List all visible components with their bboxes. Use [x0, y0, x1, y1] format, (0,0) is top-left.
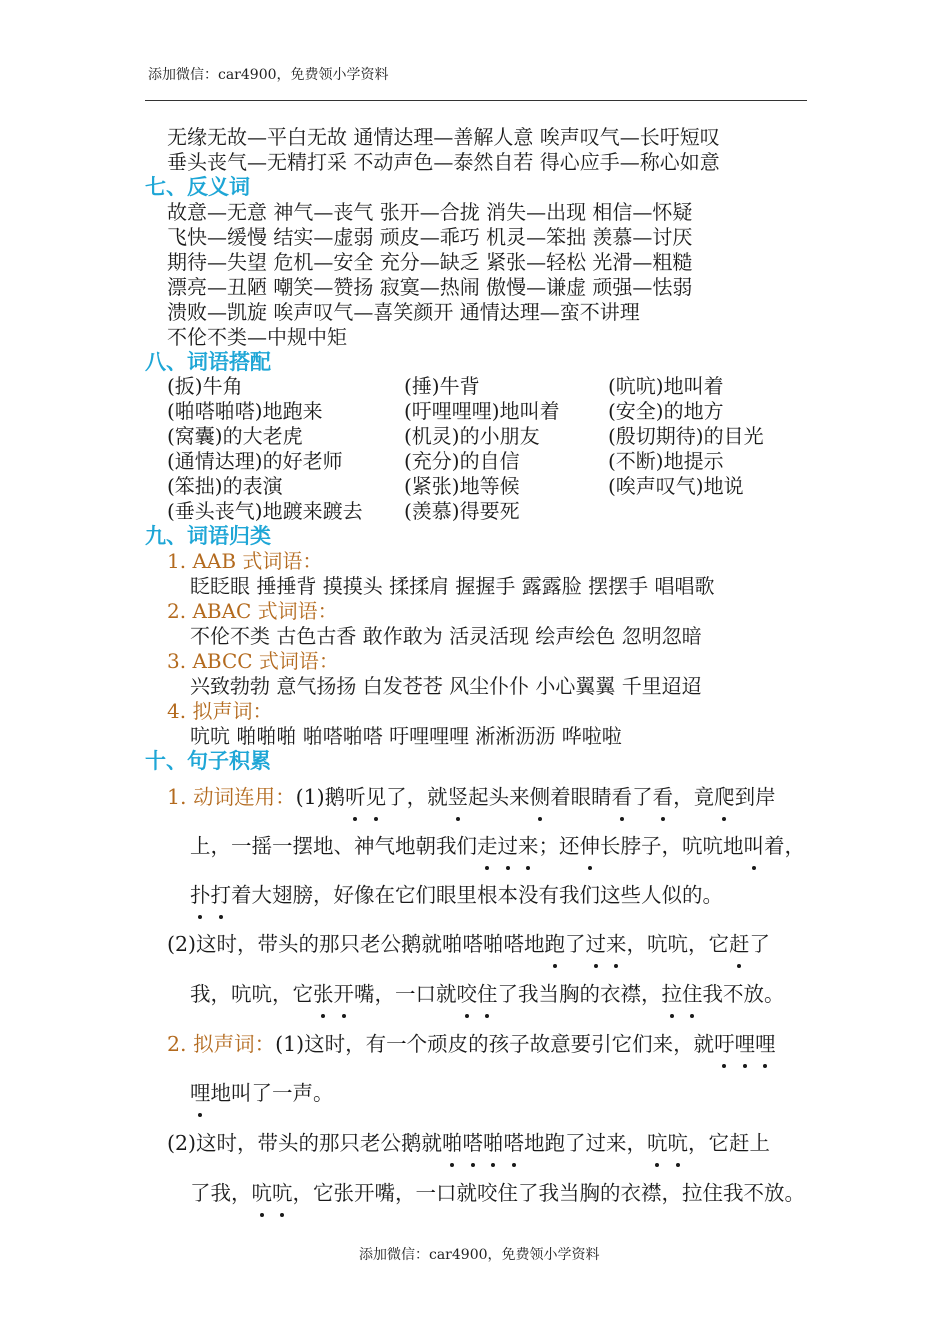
sentence-1-part-2-line-2: 我，吭吭，它张开嘴，一口就咬住了我当胸的衣襟，拉住我不放。: [190, 982, 785, 1006]
collocation-item: (扳)牛角: [167, 374, 243, 398]
sentence-2-part-2-line-2: 了我，吭吭，它张开嘴，一口就咬住了我当胸的衣襟，拉住我不放。: [190, 1181, 805, 1205]
collocation-item: (充分)的自信: [404, 449, 520, 473]
collocation-item: (垂头丧气)地踱来踱去: [167, 499, 363, 523]
classify-label: 2. ABAC 式词语：: [167, 599, 338, 623]
section-title-classify: 九、词语归类: [145, 524, 271, 548]
collocation-item: (吁哩哩哩)地叫着: [404, 399, 560, 423]
classify-words: 眨眨眼 捶捶背 摸摸头 揉揉肩 握握手 露露脸 摆摆手 唱唱歌: [190, 574, 715, 598]
collocation-item: (吭吭)地叫着: [608, 374, 724, 398]
collocation-item: (紧张)地等候: [404, 474, 520, 498]
collocation-item: (殷切期待)的目光: [608, 424, 764, 448]
sentence-label: 1. 动词连用：: [167, 785, 296, 809]
collocation-item: (笨拙)的表演: [167, 474, 283, 498]
sentence-1-line-3: 扑打着大翅膀，好像在它们眼里根本没有我们这些人似的。: [190, 883, 723, 907]
sentence-2-line-2: 哩地叫了一声。: [190, 1081, 334, 1105]
collocation-item: (机灵)的小朋友: [404, 424, 540, 448]
sentence-1-line-2: 上，一摇一摆地、神气地朝我们走过来；还伸长脖子，吭吭地叫着，: [190, 834, 805, 858]
collocation-item: (窝囊)的大老虎: [167, 424, 303, 448]
antonym-line: 期待—失望 危机—安全 充分—缺乏 紧张—轻松 光滑—粗糙: [167, 250, 693, 274]
collocation-item: (啪嗒啪嗒)地跑来: [167, 399, 323, 423]
classify-label: 1. AAB 式词语：: [167, 549, 323, 573]
section-title-sentences: 十、句子积累: [145, 749, 271, 773]
section-title-antonyms: 七、反义词: [145, 175, 250, 199]
classify-words: 不伦不类 古色古香 敢作敢为 活灵活现 绘声绘色 忽明忽暗: [190, 624, 702, 648]
collocation-item: (捶)牛背: [404, 374, 480, 398]
antonym-line: 溃败—凯旋 唉声叹气—喜笑颜开 通情达理—蛮不讲理: [167, 300, 640, 324]
sentence-2-part-2-line-1: (2)这时，带头的那只老公鹅就啪嗒啪嗒地跑了过来，吭吭，它赶上: [167, 1131, 771, 1155]
synonym-line: 垂头丧气—无精打采 不动声色—泰然自若 得心应手—称心如意: [167, 150, 720, 174]
sentence-2-line-1: 2. 拟声词：(1)这时，有一个顽皮的孩子故意要引它们来，就吁哩哩: [167, 1032, 776, 1056]
collocation-item: (唉声叹气)地说: [608, 474, 744, 498]
classify-words: 兴致勃勃 意气扬扬 白发苍苍 风尘仆仆 小心翼翼 千里迢迢: [190, 674, 702, 698]
section-title-collocation: 八、词语搭配: [145, 350, 271, 374]
collocation-item: (通情达理)的好老师: [167, 449, 343, 473]
sentence-1-line-1: 1. 动词连用：(1)鹅听见了，就竖起头来侧着眼睛看了看，竟爬到岸: [167, 785, 776, 809]
classify-label: 4. 拟声词：: [167, 699, 273, 723]
antonym-line: 漂亮—丑陋 嘲笑—赞扬 寂寞—热闹 傲慢—谦虚 顽强—怯弱: [167, 275, 693, 299]
antonym-line: 故意—无意 神气—丧气 张开—合拢 消失—出现 相信—怀疑: [167, 200, 693, 224]
sentence-1-part-2-line-1: (2)这时，带头的那只老公鹅就啪嗒啪嗒地跑了过来，吭吭，它赶了: [167, 932, 771, 956]
collocation-item: (不断)地提示: [608, 449, 724, 473]
antonym-line: 飞快—缓慢 结实—虚弱 顽皮—乖巧 机灵—笨拙 羡慕—讨厌: [167, 225, 693, 249]
page-footer: 添加微信：car4900，免费领小学资料: [359, 1247, 600, 1263]
antonym-line: 不伦不类—中规中矩: [167, 325, 347, 349]
page-header: 添加微信：car4900，免费领小学资料: [148, 67, 389, 83]
header-divider: [145, 100, 807, 101]
sentence-label: 2. 拟声词：: [167, 1032, 276, 1056]
collocation-item: (羡慕)得要死: [404, 499, 520, 523]
collocation-item: (安全)的地方: [608, 399, 724, 423]
classify-label: 3. ABCC 式词语：: [167, 649, 339, 673]
synonym-line: 无缘无故—平白无故 通情达理—善解人意 唉声叹气—长吁短叹: [167, 125, 720, 149]
classify-words: 吭吭 啪啪啪 啪嗒啪嗒 吁哩哩哩 淅淅沥沥 哗啦啦: [190, 724, 622, 748]
